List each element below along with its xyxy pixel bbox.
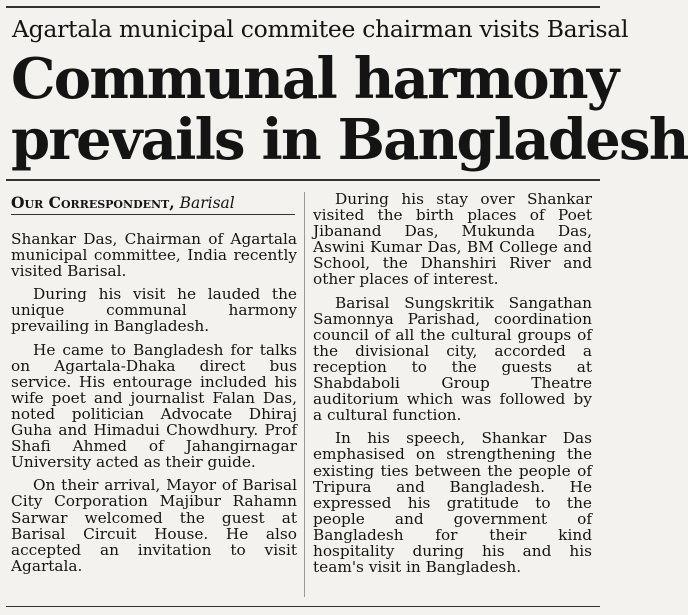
byline-correspondent: Our Correspondent, [11, 193, 175, 212]
headline-rule [6, 179, 600, 181]
paragraph: Barisal Sungskritik Sangathan Samonnya Parishad, coordination council of all the cultural groups of the divisional city, accorded a reception to the guests at Shabdaboli Group Theatre auditorium which was followed by a cultural function. [313, 293, 592, 425]
paragraph: During his stay over Shankar visited the birth places of Poet Jibanand Das, Mukunda Das, Aswini Kumar Das, BM College and School, the Dhanshiri River and other places of interest. [313, 190, 592, 289]
paragraph: Shankar Das, Chairman of Agartala municipal committee, India recently visited Barisal. [11, 230, 297, 281]
paragraph: On their arrival, Mayor of Barisal City Corporation Majibur Rahamn Sarwar welcomed the guest at Barisal Circuit House. He also accepted an invitation to visit Agartala. [11, 476, 297, 575]
kicker-headline: Agartala municipal commitee chairman visits Barisal [12, 15, 629, 43]
article-column-left [11, 231, 297, 581]
bottom-rule [6, 606, 600, 607]
top-rule [6, 6, 600, 8]
headline-line-2: prevails in Bangladesh [11, 107, 688, 173]
byline-rule [11, 214, 295, 215]
article-column-right [313, 191, 592, 582]
byline-location: Barisal [179, 194, 235, 212]
byline [11, 193, 296, 212]
main-headline [11, 46, 688, 173]
column-divider [304, 192, 305, 597]
headline-line-1: Communal harmony [11, 46, 618, 112]
paragraph: During his visit he lauded the unique communal harmony prevailing in Bangladesh. [11, 285, 297, 336]
paragraph: He came to Bangladesh for talks on Agartala-Dhaka direct bus service. His entourage included his wife poet and journalist Falan Das, noted politician Advocate Dhiraj Guha and Himadui Chowdhury. Prof Shafi Ahmed of Jahangirnagar University acted as their guide. [11, 340, 297, 472]
paragraph: In his speech, Shankar Das emphasised on strengthening the existing ties between the people of Tripura and Bangladesh. He expressed his gratitude to the people and government of Bangladesh for their kind hospitality during his and his team's visit in Bangladesh. [313, 429, 592, 577]
